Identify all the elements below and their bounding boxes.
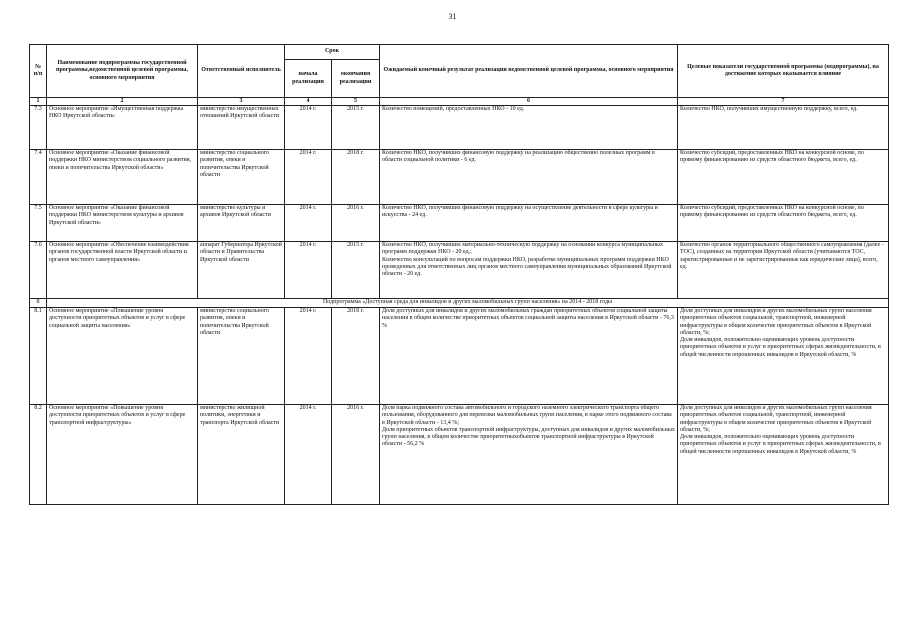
row-number: 8.2: [30, 405, 47, 505]
measure-name: Основное мероприятие «Имущественная поддержка НКО Иркутской области»: [47, 106, 198, 150]
program-table: [29, 44, 889, 505]
end-year: 2018 г.: [332, 308, 380, 405]
column-number-row: [30, 98, 889, 106]
row-number: 8.1: [30, 308, 47, 405]
header-responsible: Ответственный исполнитель: [198, 45, 285, 98]
column-number: 7: [678, 98, 889, 106]
column-number: 5: [332, 98, 380, 106]
expected-result: [380, 150, 678, 205]
table-row: [30, 150, 889, 205]
expected-result: [380, 308, 678, 405]
measure-name: Основное мероприятие «Повышение уровня доступности приоритетных объектов и услуг в сфере социальной защиты населения»: [47, 308, 198, 405]
section-number: 8: [30, 299, 47, 308]
responsible-executor: министерство социального развития, опеки и попечительства Иркутской области: [198, 150, 285, 205]
expected-result: [380, 405, 678, 505]
column-number: 1: [30, 98, 47, 106]
section-title: Подпрограмма «Доступная среда для инвалидов и других маломобильных групп населения» на 2014 - 2018 годы: [47, 299, 889, 308]
header-term: Срок: [285, 45, 380, 60]
page-number: 31: [448, 12, 457, 21]
header-start: начала реализации: [285, 60, 332, 98]
start-year: 2014 г.: [285, 405, 332, 505]
target-indicators-line: Доля инвалидов, положительно оценивающих уровень доступности приоритетных объектов и услуг в приоритетных сферах жизнедеятельности, в общей численности опрошенных инвалидов в Иркутской области, %: [680, 434, 881, 455]
target-indicators-line: Количество НКО, получивших имущественную поддержку, всего, ед.: [680, 106, 858, 112]
table-row: [30, 405, 889, 505]
expected-result-line: Доля приоритетных объектов транспортной инфраструктуры, доступных для инвалидов и других маломобильных групп населения, в общем количестве приоритетныхобъектов транспортной инфраструктуры в Иркутской области - 56,2 %: [382, 426, 675, 448]
row-number: 7.6: [30, 242, 47, 299]
measure-name: Основное мероприятие «Обеспечение взаимодействия органов государственной власти Иркутской области и органов местного самоуправления»: [47, 242, 198, 299]
header-num: № п/п: [30, 45, 47, 98]
target-indicators: [678, 205, 889, 242]
responsible-executor: министерство жилищной политики, энергетики и транспорта Иркутской области: [198, 405, 285, 505]
expected-result: [380, 242, 678, 299]
section-row: [30, 299, 889, 308]
start-year: 2014 г.: [285, 242, 332, 299]
start-year: 2014 г.: [285, 205, 332, 242]
responsible-executor: министерство имущественных отношений Иркутской области: [198, 106, 285, 150]
row-number: 7.4: [30, 150, 47, 205]
target-indicators-line: Количество органов территориального общественного самоуправления (далее - ТОС), созданных на территории Иркутской области (учитываются ТОС, зарегистрированные и не зарегистрированные как юридические лица), всего, ед.: [680, 242, 884, 270]
expected-result-line: Доля доступных для инвалидов и других маломобильных граждан приоритетных объектов социальной защиты населения в общем количестве приоритетных объектов социальной защиты населения в Иркутской области - 76,3 %: [382, 308, 674, 329]
measure-name: Основное мероприятие «Оказание финансовой поддержки НКО министерством социального развития, опеки и попечительства Иркутской области»: [47, 150, 198, 205]
table-row: [30, 242, 889, 299]
column-number: 3: [198, 98, 285, 106]
header-indicators: Целевые показатели государственной программы (подпрограммы), на достижение которых оказывается влияние: [678, 45, 889, 98]
target-indicators: [678, 242, 889, 299]
target-indicators: [678, 150, 889, 205]
header-result: Ожидаемый конечный результат реализации ведомственной целевой программы, основного мероприятия: [380, 45, 678, 98]
column-number: 4: [285, 98, 332, 106]
expected-result-line: Доля парка подвижного состава автомобильного и городского наземного электрического транспорта общего пользования, оборудованного для перевозки маломобильных групп населения, в парке этого подвижного состава в Иркутской области - 13,4 %;: [382, 405, 672, 426]
table-row: [30, 308, 889, 405]
column-number: 2: [47, 98, 198, 106]
header-name: Наименование подпрограммы государственной программы,ведомственной целевой программы, основного мероприятия: [47, 45, 198, 98]
table-row: [30, 106, 889, 150]
end-year: 2016 г.: [332, 405, 380, 505]
start-year: 2014 г.: [285, 308, 332, 405]
responsible-executor: министерство культуры и архивов Иркутской области: [198, 205, 285, 242]
expected-result: [380, 205, 678, 242]
expected-result-line: Количество НКО, получивших материально-техническую поддержку на основании конкурса муниципальных программ поддержки НКО - 20 ед.;: [382, 242, 663, 256]
responsible-executor: министерство социального развития, опеки и попечительства Иркутской области: [198, 308, 285, 405]
expected-result-line: Количество НКО, получивших финансовую поддержку на реализацию общественно полезных программ в области социальной политики - 6 ед.: [382, 150, 655, 164]
table-row: [30, 205, 889, 242]
responsible-executor: аппарат Губернатора Иркутской области и Правительства Иркутской области: [198, 242, 285, 299]
row-number: 7.5: [30, 205, 47, 242]
target-indicators-line: Количество субсидий, предоставленных НКО на конкурсной основе, по прямому финансированию из средств областного бюджета, всего, ед.: [680, 205, 864, 219]
target-indicators: [678, 405, 889, 505]
expected-result: [380, 106, 678, 150]
end-year: 2016 г.: [332, 205, 380, 242]
target-indicators-line: Доля доступных для инвалидов и других маломобильных групп населения приоритетных объектов социальной, транспортной, инженерной инфраструктуры в общем количестве приоритетных объектов в Иркутской области, %;: [680, 308, 872, 336]
expected-result-line: Количество помещений, предоставленных НКО - 10 ед.: [382, 106, 525, 112]
end-year: 2018 г.: [332, 150, 380, 205]
end-year: 2015 г.: [332, 106, 380, 150]
start-year: 2014 г.: [285, 106, 332, 150]
target-indicators-line: Доля инвалидов, положительно оценивающих уровень доступности приоритетных объектов и услуг в приоритетных сферах жизнедеятельности, в общей численности опрошенных инвалидов в Иркутской области, %: [680, 337, 881, 358]
measure-name: Основное мероприятие «Повышение уровня доступности приоритетных объектов и услуг в сфере транспортной инфраструктуры»: [47, 405, 198, 505]
expected-result-line: Количество консультаций по вопросам поддержки НКО, разработке муниципальных программ поддержки НКО проведенных для ответственных лиц органов местного самоуправления муниципальных образований Иркутской области - 20 ед.: [382, 256, 672, 278]
header-end: окончания реализации: [332, 60, 380, 98]
column-number: 6: [380, 98, 678, 106]
row-number: 7.3: [30, 106, 47, 150]
target-indicators: [678, 106, 889, 150]
measure-name: Основное мероприятие «Оказание финансовой поддержки НКО министерством культуры и архивов Иркутской области»: [47, 205, 198, 242]
start-year: 2014 г.: [285, 150, 332, 205]
target-indicators: [678, 308, 889, 405]
end-year: 2015 г.: [332, 242, 380, 299]
target-indicators-line: Доля доступных для инвалидов и других маломобильных групп населения приоритетных объектов социальной, транспортной, инженерной инфраструктуры в общем количестве приоритетных объектов в Иркутской области, %;: [680, 405, 872, 433]
target-indicators-line: Количество субсидий, предоставленных НКО на конкурсной основе, по прямому финансированию из средств областного бюджета, всего, ед.: [680, 150, 864, 164]
expected-result-line: Количество НКО, получивших финансовую поддержку на осуществление деятельности в сфере культуры и искусства - 24 ед.: [382, 205, 658, 219]
